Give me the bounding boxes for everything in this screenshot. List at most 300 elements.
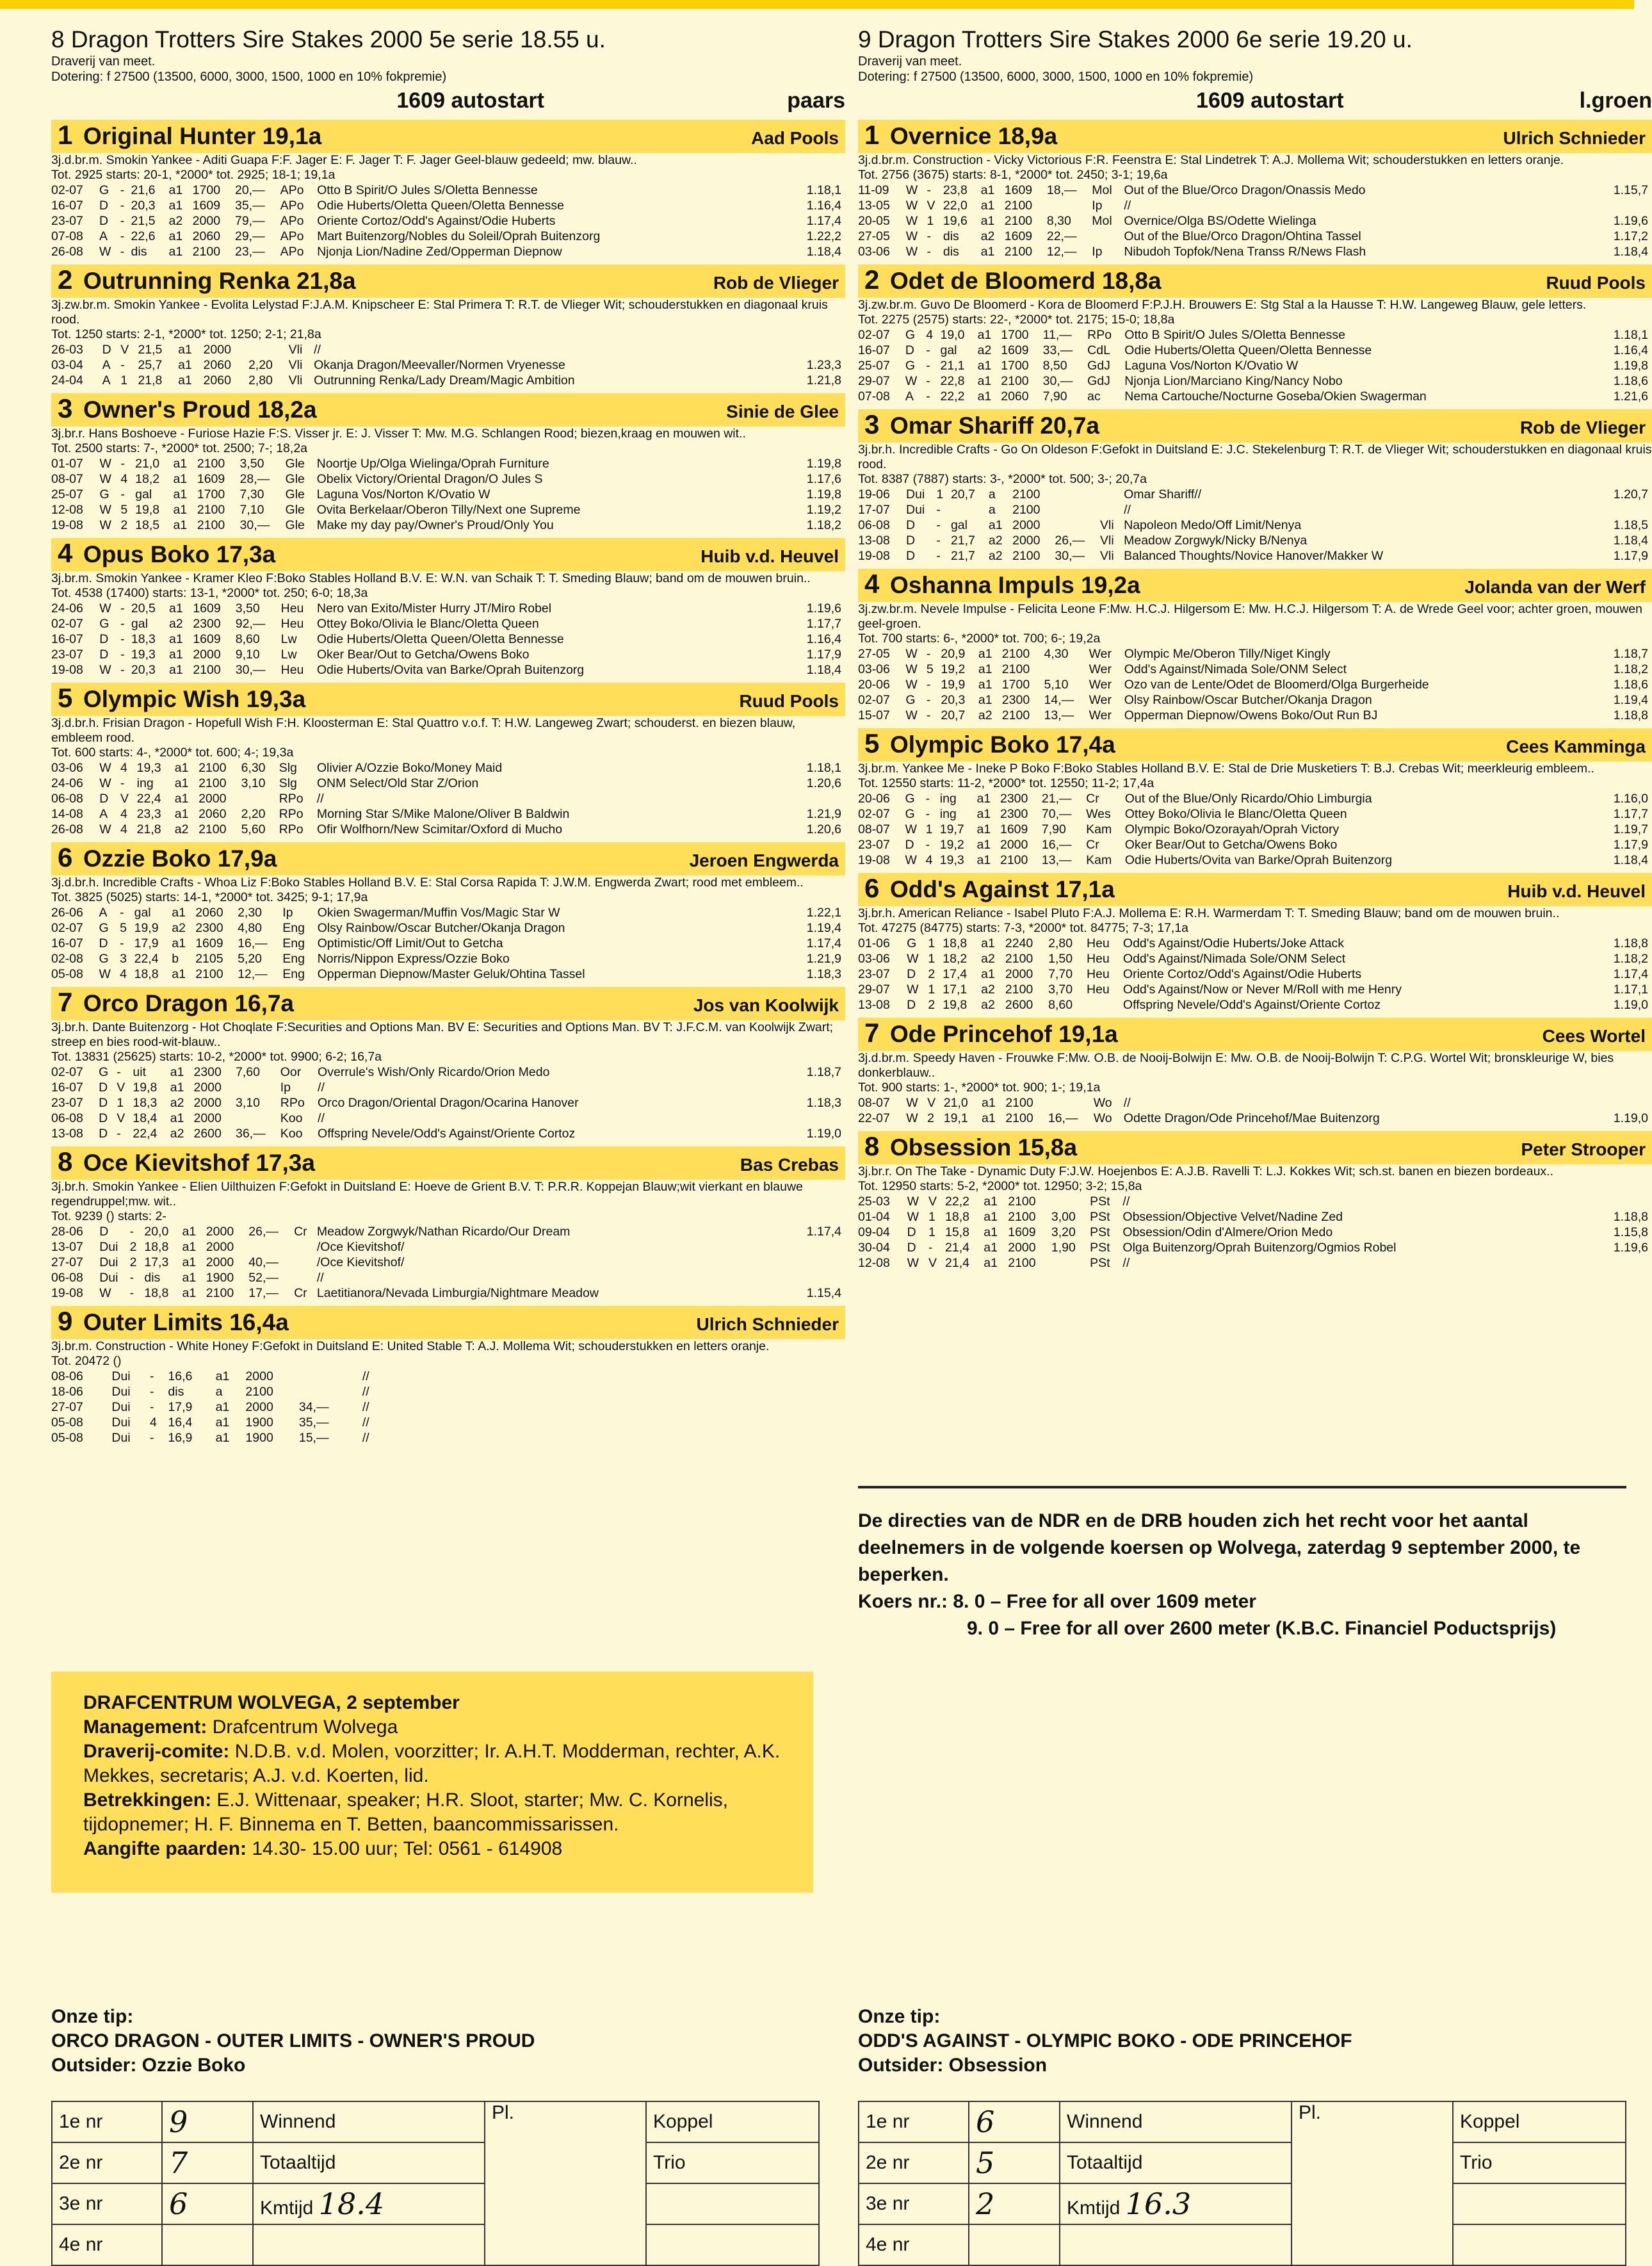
horse-totals: Tot. 3825 (5025) starts: 14-1, *2000* tot. 3425; 9-1; 17,9a <box>51 890 368 904</box>
race-history-cell: APo <box>280 199 304 213</box>
race-history-cell: 20-05 <box>858 214 890 228</box>
race-history-cell: 2100 <box>193 663 221 677</box>
race-history-cell: 2100 <box>198 761 227 775</box>
race-history-cell: 1.18,5 <box>1613 518 1648 532</box>
grid-label: 3e nr <box>52 2183 162 2224</box>
race-history-cell: 13-05 <box>858 199 890 213</box>
race-history-cell: 2100 <box>1005 982 1033 997</box>
horse-name: Olympic Wish 19,3a <box>83 686 306 712</box>
race-history-cell: Mol <box>1092 214 1112 228</box>
race-history-cell: 2100 <box>1004 214 1033 228</box>
race-history-cell: 23,3 <box>136 807 161 821</box>
race-history-cell: 1.17,1 <box>1613 982 1648 997</box>
race-history-cell: - <box>120 663 125 677</box>
race-history-cell: 2 <box>129 1240 137 1254</box>
race-history-cell <box>1055 502 1100 518</box>
race-history-cell: - <box>928 1241 933 1255</box>
race-history-cell: 18,3 <box>133 1096 158 1110</box>
horse-name: Outrunning Renka 21,8a <box>83 268 356 294</box>
race-history-row <box>51 760 845 776</box>
race-history-row <box>51 632 845 647</box>
race-history-cell: Odd's Against/Odie Huberts/Joke Attack <box>1122 936 1345 950</box>
race-history-cell: Ip <box>280 1080 291 1095</box>
race-history-cell <box>1599 1255 1652 1271</box>
horse-driver: Jeroen Engwerda <box>689 851 839 870</box>
race-history-cell: Olympic Boko/Ozorayah/Oprah Victory <box>1124 822 1340 836</box>
race-history-cell: Odd's Against/Now or Never M/Roll with me Henry <box>1122 982 1402 997</box>
race-history-cell: 1.18,4 <box>1613 853 1648 867</box>
race-history-cell: Dui <box>905 503 925 517</box>
race-history-cell: 1.19,8 <box>1613 359 1648 373</box>
race-history-cell: 14-08 <box>51 807 83 821</box>
horse-race-history <box>51 1224 845 1301</box>
race-history-cell: Dui <box>111 1400 131 1414</box>
horse-number: 6 <box>58 842 73 872</box>
race-history-cell: 27-05 <box>858 229 890 243</box>
race-history-cell: 27-07 <box>51 1255 83 1269</box>
race-history-cell <box>1600 1095 1652 1111</box>
horse-header <box>858 265 1652 298</box>
horse-name: Obsession 15,8a <box>890 1134 1078 1161</box>
race-history-cell: 18,4 <box>133 1111 158 1125</box>
race-history-row <box>858 708 1652 723</box>
race-history-cell: Odd's Against/Nimada Sole/ONM Select <box>1124 662 1347 676</box>
race-history-cell: Dui <box>99 1271 118 1285</box>
race-history-cell: a1 <box>173 457 188 471</box>
horse-driver: Huib v.d. Heuvel <box>1507 881 1646 901</box>
race-history-cell: 3,50 <box>239 457 264 471</box>
horse-name: Oshanna Impuls 19,2a <box>890 572 1140 598</box>
race-history-cell: 3,10 <box>235 1096 260 1110</box>
race-history-cell: a1 <box>178 343 192 357</box>
race-history-cell: 16-07 <box>51 199 83 213</box>
race-history-row <box>51 213 845 229</box>
horse-pedigree: 3j.d.br.m. Construction - Vicky Victorious F:R. Feenstra E: Stal Lindetrek T: A.J. Mollema Wit; schouderstukken en letters oranje. <box>858 153 1564 167</box>
race-history-cell: PSt <box>1090 1256 1110 1270</box>
race-history-cell: 02-08 <box>51 952 83 966</box>
race-history-cell: 4 <box>925 853 933 867</box>
horse-pedigree: 3j.br.m. Smokin Yankee - Kramer Kleo F:Boko Stables Holland B.V. E: W.N. van Schaik T: T. Smeding Blauw; band om de mouwen bruin.. <box>51 571 811 585</box>
race-history-cell: Vli <box>1099 549 1114 563</box>
race-history-cell: 40,— <box>248 1255 279 1269</box>
race-history-cell: D <box>99 648 109 662</box>
race-history-cell: 2,30 <box>238 906 263 920</box>
race-history-cell: 1.18,4 <box>806 663 841 677</box>
race-history-cell: D <box>905 549 916 563</box>
race-history-cell: Ip <box>282 906 293 920</box>
race-history-cell: a1 <box>976 822 991 836</box>
horse-entry <box>51 842 845 982</box>
race-history-cell: a <box>988 487 996 501</box>
race-history-cell: 19,0 <box>940 328 965 342</box>
race-history-cell: Obsession/Objective Velvet/Nadine Zed <box>1122 1210 1343 1224</box>
grid-label: 2e nr <box>859 2142 969 2183</box>
race-history-cell: ing <box>939 807 957 821</box>
race-history-cell: 22,8 <box>940 374 965 388</box>
race-history-cell: 03-06 <box>858 662 890 676</box>
grid-label: 2e nr <box>52 2142 162 2183</box>
race-history-cell: a2 <box>174 822 189 836</box>
race-history-cell: 1.18,1 <box>806 761 841 775</box>
race-history-cell: G <box>99 921 109 935</box>
race-history-cell: dis <box>144 1271 161 1285</box>
grid-kmtijd-cell <box>253 2183 485 2224</box>
horse-driver: Jos van Koolwijk <box>693 995 839 1015</box>
race-history-cell: a1 <box>168 199 183 213</box>
race-history-cell: 19,1 <box>943 1111 968 1125</box>
race-history-cell: // <box>314 343 321 357</box>
race-history-cell: 1.19,6 <box>1613 1241 1648 1255</box>
horse-name: Overnice 18,9a <box>890 123 1058 149</box>
race-history-cell: 21,0 <box>135 457 160 471</box>
race-history-cell: 13-08 <box>858 534 890 548</box>
race-history-cell: - <box>149 1431 154 1445</box>
race-history-cell: a1 <box>976 853 991 867</box>
race-history-cell: 19,2 <box>941 662 966 676</box>
race-history-cell: a1 <box>168 245 183 259</box>
race-history-cell: Wer <box>1089 693 1112 707</box>
race-history-cell: dis <box>168 1385 184 1399</box>
horse-race-history <box>858 487 1652 564</box>
race-history-cell: 03-04 <box>51 358 83 372</box>
race-history-cell <box>1051 1255 1090 1271</box>
horse-entry <box>51 1306 845 1446</box>
grid-label: 4e nr <box>859 2224 969 2265</box>
race-history-cell: RPo <box>279 807 304 821</box>
race-history-cell: 1.18,4 <box>806 245 841 259</box>
race-history-cell: 21,4 <box>945 1256 969 1270</box>
race-history-cell: 2300 <box>193 617 221 631</box>
race-history-cell: 6,30 <box>241 761 266 775</box>
race-history-cell: a1 <box>978 647 992 661</box>
grid-label: Koppel <box>1453 2101 1626 2142</box>
race-history-cell: 1.19,8 <box>806 457 841 471</box>
race-history-cell: 20-06 <box>858 678 890 692</box>
horse-race-history <box>51 456 845 533</box>
race-history-cell <box>1092 229 1124 244</box>
race-history-cell: D <box>99 1225 109 1239</box>
race-history-cell: 2060 <box>1001 389 1029 403</box>
race-history-cell: 20,0 <box>144 1225 169 1239</box>
race-history-cell: CdL <box>1087 343 1110 357</box>
race-history-cell: 2240 <box>1005 936 1033 950</box>
race-history-cell: 16,6 <box>168 1369 193 1383</box>
race-history-cell: a1 <box>981 1111 996 1125</box>
race-history-cell: 2,80 <box>248 373 273 387</box>
race-history-cell: 30,— <box>1055 549 1085 563</box>
race-history-cell: 26-08 <box>51 822 83 836</box>
race-history-cell: 27-05 <box>858 647 890 661</box>
race-history-cell: V <box>927 1096 936 1110</box>
race-history-cell: 35,— <box>298 1415 329 1430</box>
race-history-cell <box>839 1415 845 1430</box>
race-history-cell: 19,9 <box>134 921 159 935</box>
race-history-cell <box>1600 198 1652 213</box>
race-history-cell: a2 <box>981 952 995 966</box>
race-history-cell <box>951 502 989 518</box>
race-history-cell: 05-08 <box>51 1431 83 1445</box>
race-history-cell: 2100 <box>1001 708 1030 722</box>
race-history-cell: Dui <box>111 1415 131 1430</box>
notice-block <box>858 1486 1626 1642</box>
race-history-row <box>858 244 1652 259</box>
race-history-cell: Oker Bear/Out to Getcha/Owens Boko <box>316 648 530 662</box>
race-history-row <box>51 662 845 678</box>
race-history-cell: 2000 <box>206 1225 234 1239</box>
race-history-cell: - <box>120 245 125 259</box>
race-history-cell: Laguna Vos/Norton K/Ovatio W <box>1124 359 1299 373</box>
race-history-cell <box>793 1255 845 1270</box>
race-history-cell: G <box>99 1065 109 1079</box>
horse-entry <box>51 987 845 1141</box>
race-history-cell: 30,— <box>239 518 270 532</box>
race-history-cell: Heu <box>280 663 304 677</box>
race-history-row <box>51 1255 845 1270</box>
race-history-cell: 1700 <box>1001 678 1030 692</box>
handwritten-value: 16.3 <box>1125 2187 1192 2221</box>
race-history-cell: 29-07 <box>858 374 890 388</box>
race-history-cell: 1.19,0 <box>806 1127 841 1141</box>
race-history-cell: 03-06 <box>858 245 890 259</box>
race-history-cell: Eng <box>282 921 305 935</box>
race-history-cell: 4 <box>120 822 127 836</box>
race-history-cell: Njonja Lion/Marciano King/Nancy Nobo <box>1124 374 1343 388</box>
race-history-cell: 1609 <box>193 632 221 646</box>
race-history-cell: 02-07 <box>858 693 890 707</box>
race-history-cell: 7,60 <box>235 1065 260 1079</box>
race-history-cell: a2 <box>981 998 995 1012</box>
race-history-cell: 1.19,4 <box>1613 693 1648 707</box>
race-history-cell: W <box>99 822 111 836</box>
race-history-cell: 18,— <box>1046 183 1077 197</box>
race-history-cell: 1900 <box>245 1415 273 1430</box>
race-history-cell: a1 <box>173 472 188 486</box>
race-history-cell: D <box>99 1080 108 1095</box>
race-history-cell: a1 <box>168 229 183 243</box>
race-history-cell: G <box>99 617 109 631</box>
race-history-cell: W <box>906 1111 918 1125</box>
handwritten-value: 7 <box>162 2142 253 2183</box>
race-history-cell: - <box>120 457 125 471</box>
race-distance-row <box>51 88 845 113</box>
race-history-row <box>858 966 1652 982</box>
race-history-cell: W <box>905 214 918 228</box>
race-history-cell: 1.17,6 <box>806 472 841 486</box>
race-history-cell: G <box>99 952 109 966</box>
race-history-cell: a1 <box>976 838 991 852</box>
race-history-cell: 2100 <box>1012 549 1041 563</box>
grid-label: Kmtijd <box>1067 2197 1121 2219</box>
race-history-cell: Obelix Victory/Oriental Dragon/O Jules S <box>316 472 543 486</box>
horse-entry <box>858 569 1652 723</box>
race-history-cell: Gle <box>285 518 305 532</box>
horse-race-history <box>51 760 845 837</box>
race-history-cell: 17,— <box>248 1286 279 1300</box>
race-history-cell: D <box>907 1241 916 1255</box>
race-history-row <box>51 601 845 616</box>
race-history-cell: 2000 <box>193 1080 222 1095</box>
horse-pedigree: 3j.br.h. Incredible Crafts - Go On Oldeson F:Gefokt in Duitsland E: J.C. Stekelenburg T: R.T. de Vlieger Wit; schouderstukken en diagonaal kruis rood. <box>858 443 1652 471</box>
race-history-cell: RPo <box>280 1096 305 1110</box>
race-history-cell: 23-07 <box>51 648 83 662</box>
race-history-cell: 2300 <box>195 921 223 935</box>
race-history-cell: 8,50 <box>1042 359 1067 373</box>
race-history-row <box>858 358 1652 373</box>
horse-number: 6 <box>864 873 880 903</box>
race-history-cell: W <box>907 1194 919 1209</box>
race-history-cell: - <box>120 358 125 372</box>
grid-label: Winnend <box>1060 2101 1292 2142</box>
race-history-cell: // <box>1122 1256 1130 1270</box>
race-distance-row <box>858 88 1652 113</box>
race-history-cell <box>1047 198 1092 213</box>
horse-header <box>51 265 845 298</box>
race-history-cell: 21,5 <box>131 214 156 228</box>
race-history-cell: 5,10 <box>1044 678 1069 692</box>
race-history-row <box>858 837 1652 852</box>
race-history-cell: 2 <box>927 1111 935 1125</box>
horse-number: 4 <box>864 569 880 599</box>
race-history-cell: Offspring Nevele/Odd's Against/Oriente Cortoz <box>1122 998 1381 1012</box>
race-history-cell: Vli <box>288 373 303 387</box>
race-history-cell: D <box>99 1096 108 1110</box>
race-history-cell <box>236 1111 280 1126</box>
race-history-cell: 1.22,2 <box>806 229 841 243</box>
race-history-cell: - <box>120 906 124 920</box>
race-history-cell: a1 <box>170 1111 184 1125</box>
horse-header <box>51 393 845 427</box>
race-history-cell: 21,8 <box>136 822 161 836</box>
race-history-cell: 29-07 <box>858 982 890 997</box>
race-history-cell: gal <box>950 518 968 532</box>
grid-empty <box>253 2224 485 2265</box>
race-history-cell: 23-07 <box>51 214 83 228</box>
horse-race-history <box>858 1095 1652 1126</box>
race-history-cell: - <box>926 678 931 692</box>
horse-driver: Cees Kamminga <box>1506 737 1646 756</box>
race-history-cell: 5 <box>120 503 128 517</box>
race-history-cell: 05-08 <box>51 1415 83 1430</box>
race-history-cell: 18,8 <box>943 936 968 950</box>
race-history-cell: /Oce Kievitshof/ <box>316 1255 405 1269</box>
race-history-cell: 16,4 <box>168 1415 193 1430</box>
race-history-cell: 1.18,7 <box>806 1065 841 1079</box>
horse-pedigree: 3j.d.br.h. Frisian Dragon - Hopefull Wish F:H. Kloosterman E: Stal Quattro v.o.f. T: H.W. Langeweg Zwart; schouderst. en biezen blauw, embleem rood. <box>51 716 796 745</box>
race-history-row <box>858 343 1652 358</box>
race-history-cell: 2000 <box>193 1096 222 1110</box>
race-history-cell: PSt <box>1090 1194 1110 1209</box>
race-history-cell: - <box>936 549 941 563</box>
race-history-cell: 21,8 <box>138 373 163 387</box>
race-history-cell: G <box>905 359 916 373</box>
race-history-cell: 2100 <box>206 1286 234 1300</box>
race-history-cell: ing <box>136 776 154 790</box>
race-history-cell: W <box>99 472 111 486</box>
horse-totals: Tot. 900 starts: 1-, *2000* tot. 900; 1-; 19,1a <box>858 1080 1101 1095</box>
race-history-cell: D <box>102 343 111 357</box>
race-history-cell: a2 <box>981 982 995 997</box>
horse-number: 1 <box>864 120 880 150</box>
race-history-cell: Norris/Nippon Express/Ozzie Boko <box>317 952 510 966</box>
race-history-cell: APo <box>280 183 304 197</box>
race-history-cell: 5 <box>120 921 127 935</box>
race-subtitle: Draverij van meet. <box>858 54 962 69</box>
race-history-cell: Dui <box>111 1369 131 1383</box>
race-history-cell: 1.18,8 <box>1613 708 1648 722</box>
race-history-cell: 5,20 <box>238 952 263 966</box>
aangifte-label: Aangifte paarden: <box>83 1838 247 1859</box>
race-history-cell: 18,8 <box>144 1240 169 1254</box>
race-history-row <box>858 997 1652 1013</box>
race-history-cell: 2060 <box>195 906 223 920</box>
notice-divider <box>858 1486 1626 1488</box>
race-history-cell <box>356 1369 362 1384</box>
race-history-cell: V <box>927 199 935 213</box>
handwritten-value: 6 <box>969 2101 1060 2142</box>
race-history-cell: A <box>99 229 108 243</box>
race-history-cell: a1 <box>984 1256 998 1270</box>
race-history-row <box>858 213 1652 229</box>
race-history-cell: Gle <box>285 457 305 471</box>
drafcentrum-info-box <box>51 1672 813 1893</box>
race-history-cell: a1 <box>172 967 186 981</box>
race-history-cell: 2000 <box>1012 518 1041 532</box>
race-history-cell: 19-08 <box>858 549 890 563</box>
race-history-cell: Meadow Zorgwyk/Nicky B/Nenya <box>1124 534 1308 548</box>
race-history-cell: a1 <box>169 601 183 615</box>
race-history-cell: - <box>120 601 125 615</box>
race-history-cell: Okien Swagerman/Muffin Vos/Magic Star W <box>317 906 560 920</box>
race-history-cell: 1.21,9 <box>806 807 841 821</box>
race-history-cell: W <box>99 518 111 532</box>
race-history-cell: Overnice/Olga BS/Odette Wielinga <box>1124 214 1316 228</box>
horse-header <box>51 1306 845 1339</box>
tip-race-9 <box>858 2005 1626 2078</box>
horse-entry <box>858 1018 1652 1126</box>
race-history-cell: W <box>905 678 918 692</box>
race-distance: 1609 autostart <box>396 88 544 113</box>
race-history-row <box>51 1285 845 1301</box>
race-history-cell: 2,20 <box>241 807 266 821</box>
race-history-cell: Heu <box>280 617 304 631</box>
race-history-cell: 06-08 <box>51 1271 83 1285</box>
race-history-cell: 2000 <box>206 1240 234 1254</box>
race-history-row <box>858 1209 1652 1225</box>
race-history-cell: - <box>120 199 125 213</box>
race-history-cell: 2060 <box>203 373 231 387</box>
race-history-cell: 1700 <box>192 183 221 197</box>
race-history-cell: Vli <box>288 343 303 357</box>
race-history-cell: 2100 <box>1008 1210 1036 1224</box>
race-history-cell: a1 <box>168 183 183 197</box>
horse-name: Odd's Against 17,1a <box>890 876 1115 902</box>
race-history-cell: A <box>102 358 111 372</box>
race-history-cell: 18,8 <box>144 1286 169 1300</box>
race-history-cell: // <box>362 1415 369 1430</box>
race-history-cell: 2000 <box>1005 967 1033 981</box>
race-history-cell: 1,90 <box>1051 1241 1076 1255</box>
race-history-cell: - <box>117 1127 121 1141</box>
info-betrekkingen <box>83 1788 781 1837</box>
race-history-cell: 20,3 <box>131 663 156 677</box>
race-history-cell: 1 <box>928 952 935 966</box>
race-history-row <box>858 982 1652 997</box>
race-history-cell: 1 <box>928 1210 935 1224</box>
race-history-cell: 9,10 <box>235 648 260 662</box>
race-history-cell: 2100 <box>1001 374 1029 388</box>
race-history-cell: 2100 <box>195 967 223 981</box>
betrekkingen-value: E.J. Wittenaar, speaker; H.R. Sloot, starter; Mw. C. Kornelis, tijdopnemer; H. F. Binnema en T. Betten, baancommissarissen. <box>83 1789 729 1835</box>
